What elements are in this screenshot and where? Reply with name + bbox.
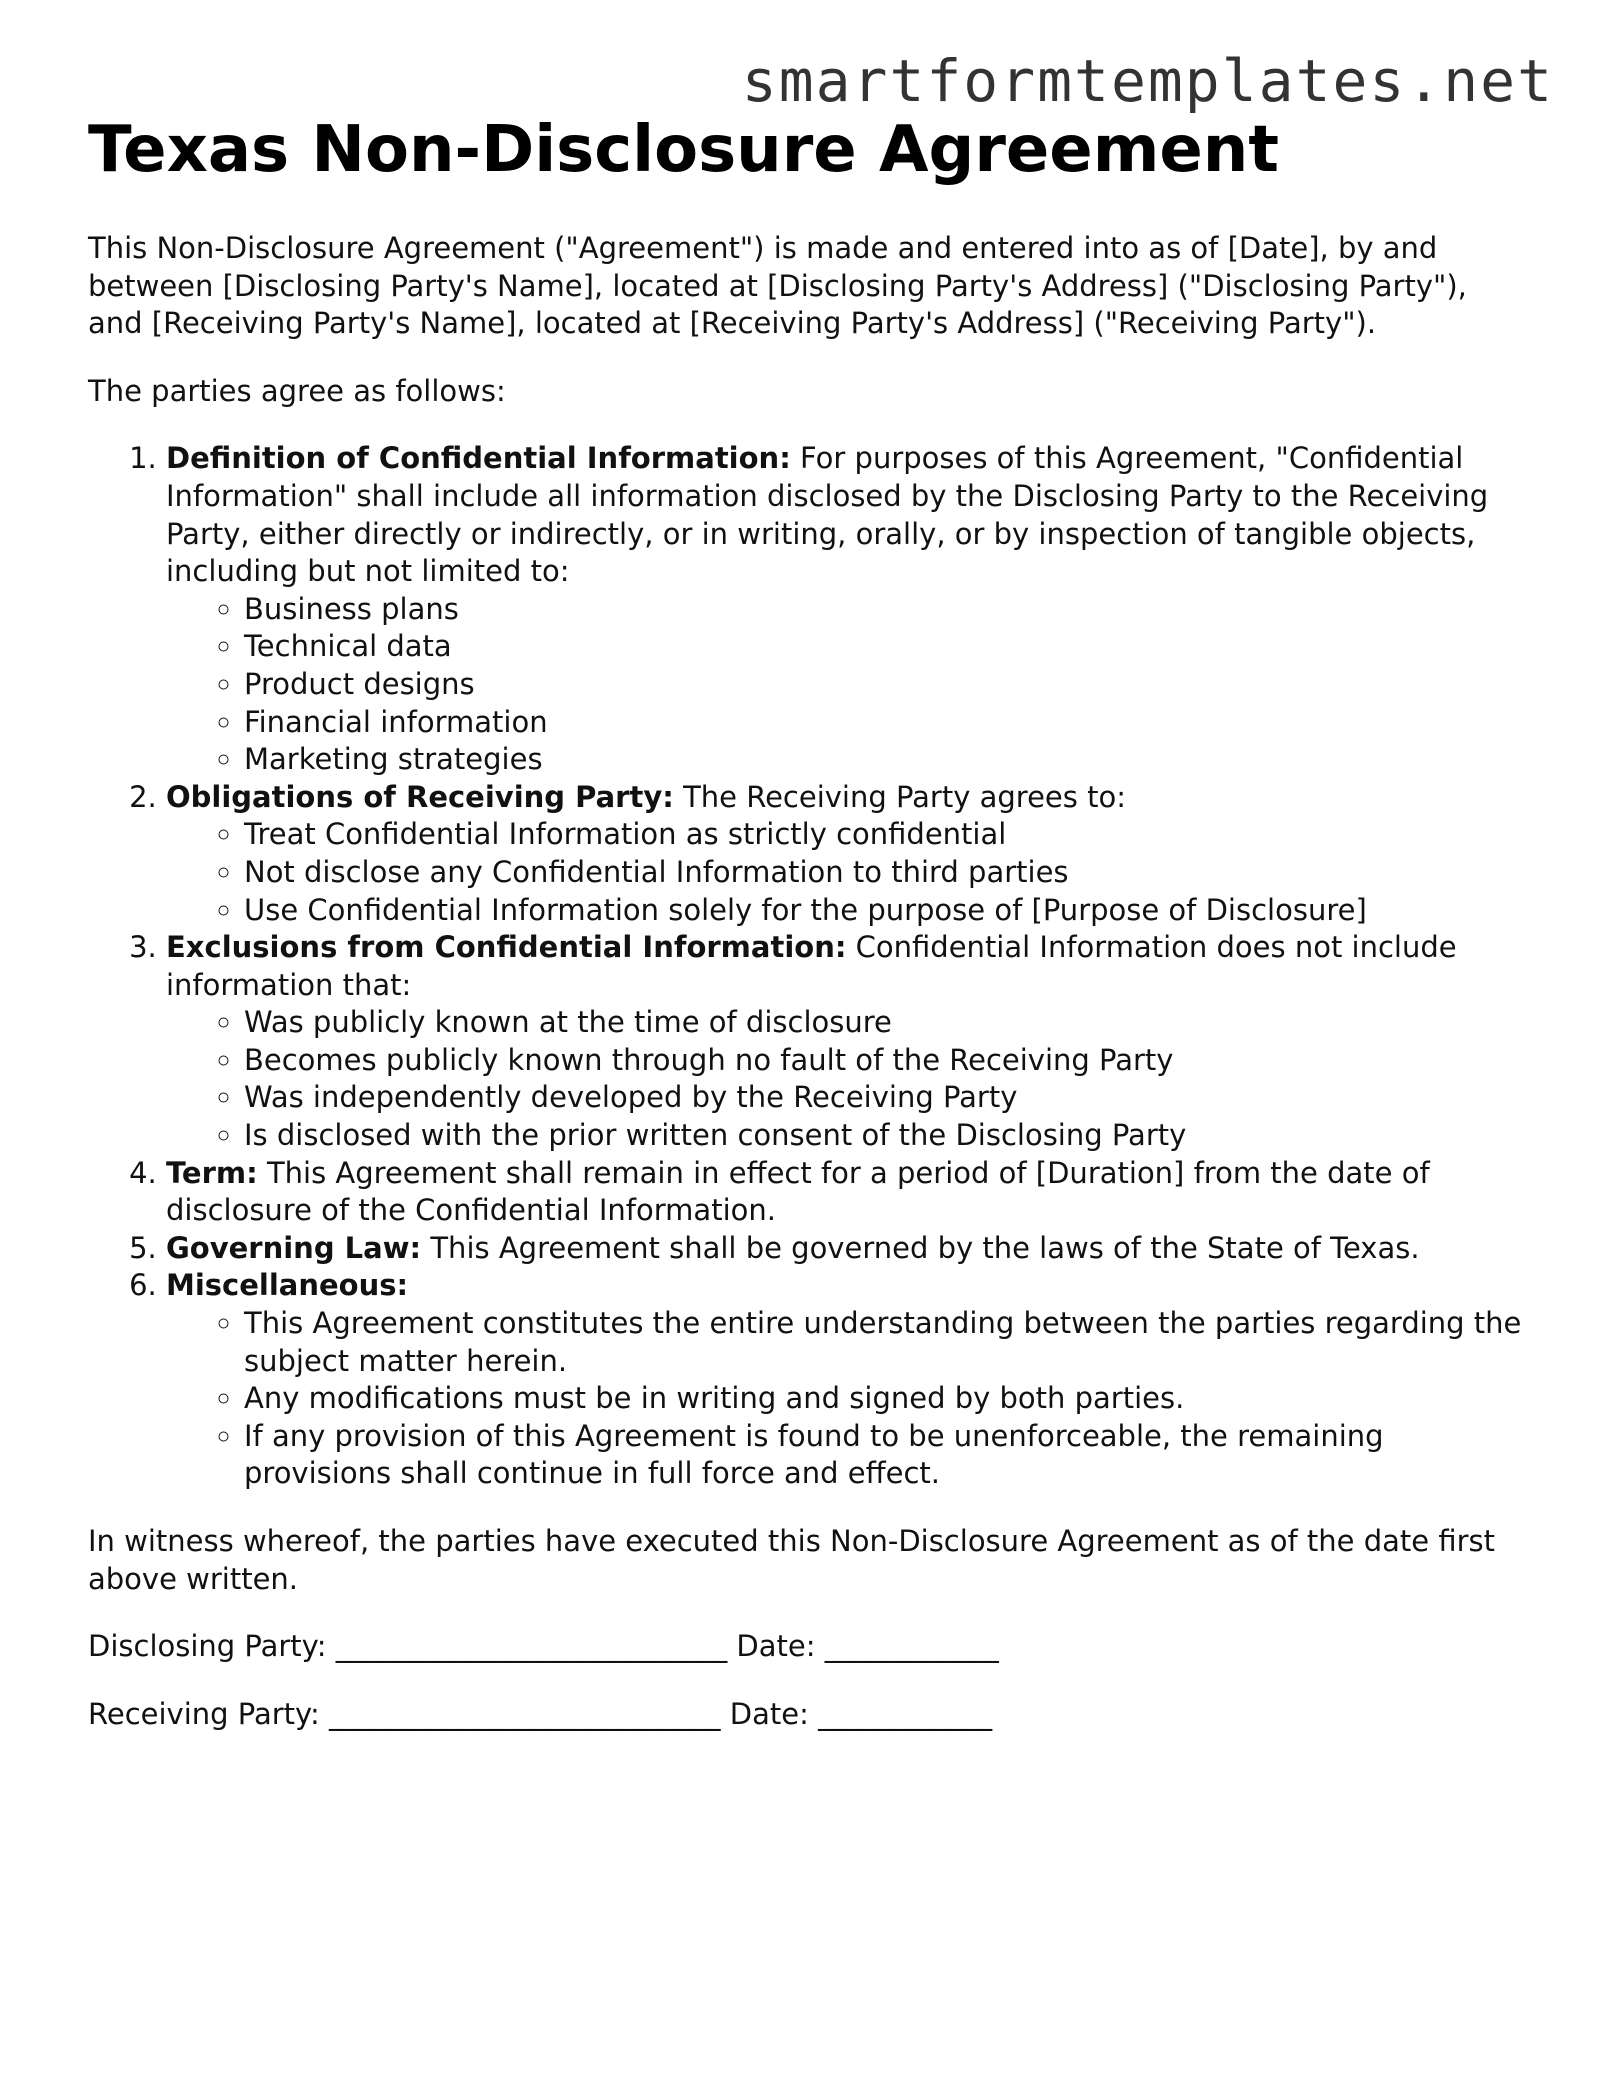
intro-paragraph: This Non-Disclosure Agreement ("Agreement") is made and entered into as of [Date], by and between [Disclosing Party's Name], located at [Disclosing Party's Address] ("Disclosing Party"), and [Receiving Party's Name], located at [Receiving Party's Address] ("Receiving Party"). — [88, 231, 1467, 341]
receiving-signature-line: Receiving Party: ___________________________ Date: ____________ — [88, 1696, 993, 1731]
section-text: The Receiving Party agrees to: — [683, 779, 1126, 814]
list-item: ◦ Marketing strategies — [244, 741, 1528, 779]
list-item: ◦ Technical data — [244, 628, 1528, 666]
witness-paragraph: In witness whereof, the parties have executed this Non-Disclosure Agreement as of the date first above written. — [88, 1524, 1496, 1596]
section-item — [166, 440, 1528, 778]
section-text: This Agreement shall remain in effect for a period of [Duration] from the date of disclosure of the Confidential Information. — [166, 1155, 1430, 1228]
section-item — [166, 779, 1528, 929]
list-item: ◦ Any modifications must be in writing and signed by both parties. — [244, 1380, 1528, 1418]
watermark: smartformtemplates.net — [741, 47, 1554, 115]
list-item: ◦ Not disclose any Confidential Information to third parties — [244, 854, 1528, 892]
section-text: This Agreement shall be governed by the laws of the State of Texas. — [430, 1230, 1420, 1265]
list-item: ◦ Treat Confidential Information as strictly confidential — [244, 816, 1528, 854]
sections-list — [88, 440, 1528, 1493]
list-item: ◦ Business plans — [244, 591, 1528, 629]
list-item: ◦ Product designs — [244, 666, 1528, 704]
section-heading: Miscellaneous: — [166, 1268, 409, 1303]
list-item: ◦ Was publicly known at the time of disclosure — [244, 1004, 1528, 1042]
list-item: ◦ Becomes publicly known through no fault of the Receiving Party — [244, 1042, 1528, 1080]
list-item: ◦ Is disclosed with the prior written consent of the Disclosing Party — [244, 1117, 1528, 1155]
page-title: Texas Non-Disclosure Agreement — [88, 113, 1279, 187]
section-item — [166, 929, 1528, 1155]
list-item: ◦ Financial information — [244, 704, 1528, 742]
section-item — [166, 1155, 1528, 1230]
section-sublist — [166, 591, 1528, 779]
section-heading: Exclusions from Confidential Information: — [166, 930, 847, 965]
document-page — [88, 112, 1528, 1763]
list-item: ◦ This Agreement constitutes the entire understanding between the parties regarding the subject matter herein. — [244, 1305, 1528, 1380]
disclosing-signature-line: Disclosing Party: ___________________________ Date: ____________ — [88, 1629, 999, 1664]
section-text: Confidential Information does not include information that: — [166, 930, 1457, 1002]
section-item — [166, 1267, 1528, 1493]
section-item — [166, 1230, 1528, 1268]
agree-line: The parties agree as follows: — [88, 373, 506, 408]
section-sublist — [166, 1004, 1528, 1154]
list-item: ◦ Use Confidential Information solely for the purpose of [Purpose of Disclosure] — [244, 892, 1528, 930]
section-heading: Term: — [166, 1155, 258, 1190]
list-item: ◦ If any provision of this Agreement is found to be unenforceable, the remaining provisions shall continue in full force and effect. — [244, 1418, 1528, 1493]
section-heading: Obligations of Receiving Party: — [166, 779, 674, 814]
list-item: ◦ Was independently developed by the Receiving Party — [244, 1079, 1528, 1117]
section-sublist — [166, 816, 1528, 929]
section-heading: Definition of Confidential Information: — [166, 441, 791, 476]
section-sublist — [166, 1305, 1528, 1493]
section-heading: Governing Law: — [166, 1230, 422, 1265]
section-text: For purposes of this Agreement, "Confidential Information" shall include all information disclosed by the Disclosing Party to the Receiving Party, either directly or indirectly, or in writing, orally, or by inspection of tangible objects, including but not limited to: — [166, 441, 1489, 589]
